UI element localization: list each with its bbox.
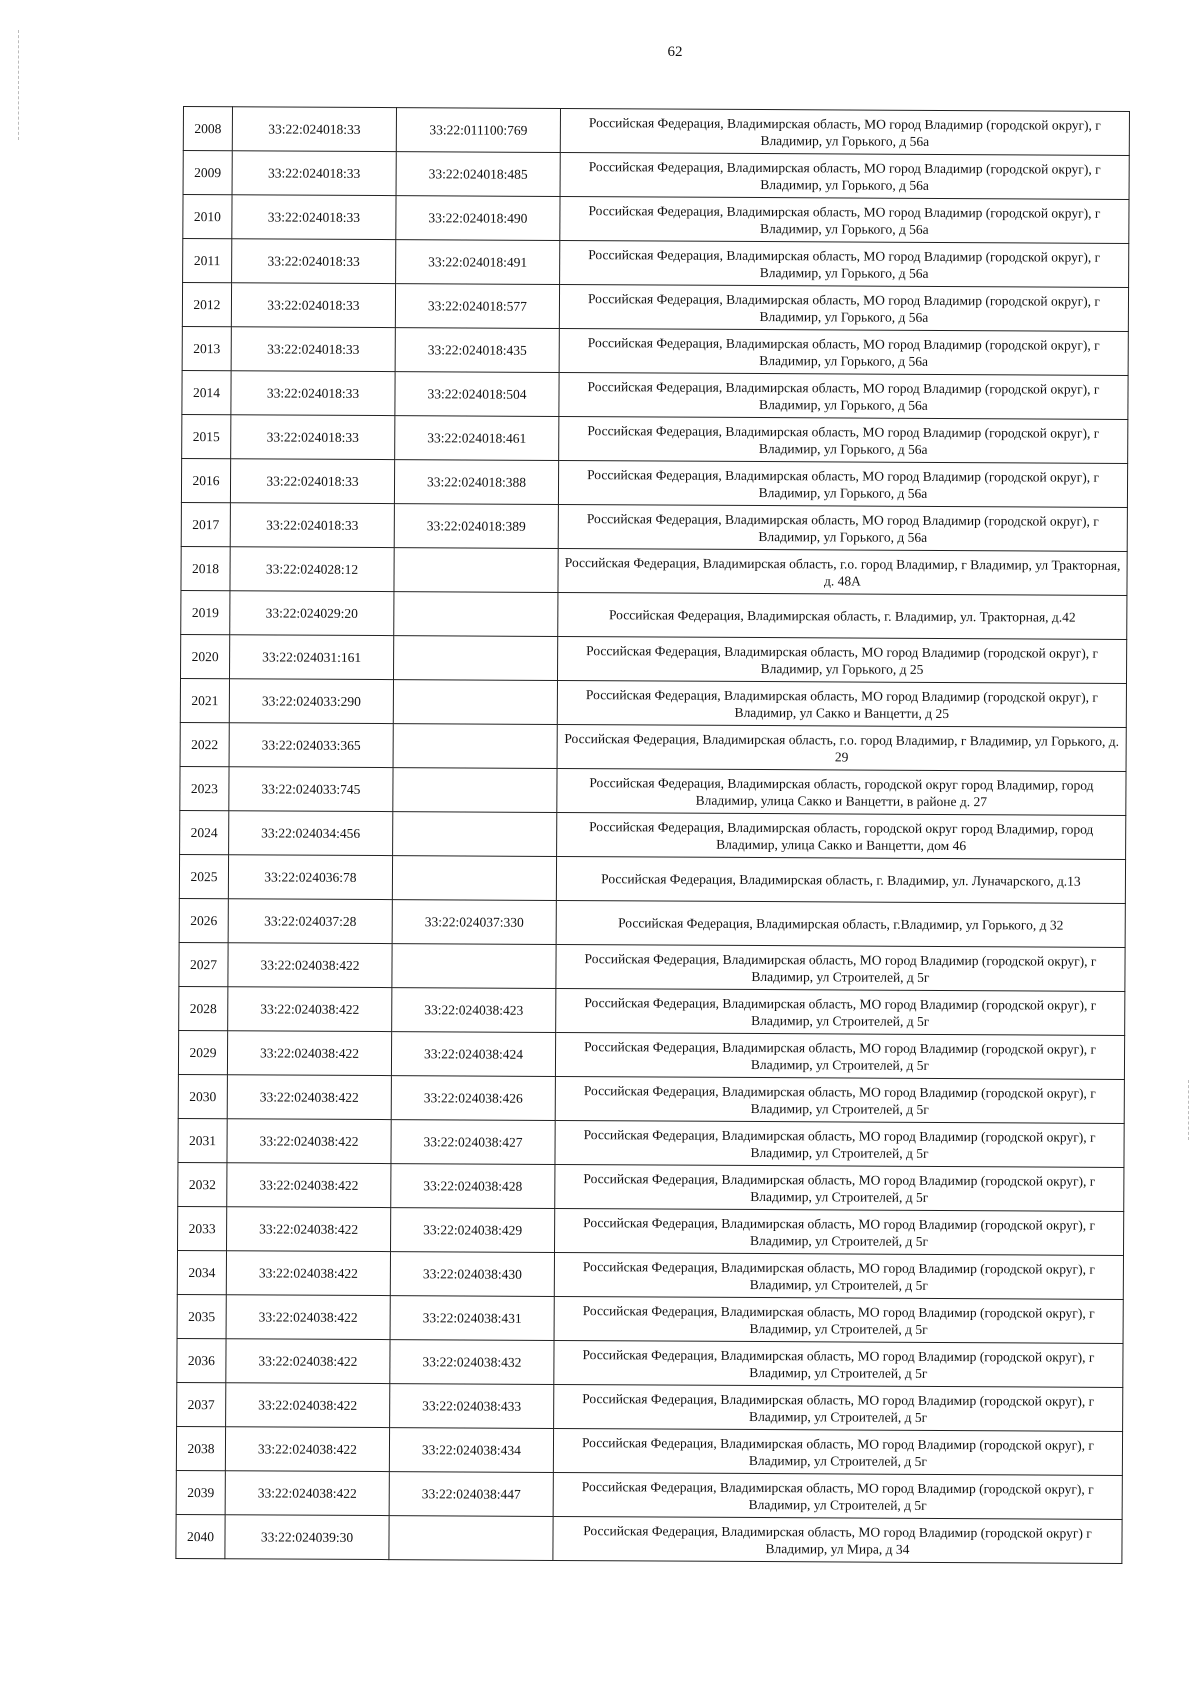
land-cadastral-number-cell: 33:22:024018:33 [232, 195, 396, 240]
table-row [181, 634, 1127, 683]
object-cadastral-number-cell: 33:22:024038:427 [391, 1120, 555, 1165]
object-cadastral-number-cell: 33:22:024018:461 [395, 416, 559, 461]
row-number-cell: 2032 [178, 1162, 227, 1206]
land-cadastral-number-cell: 33:22:024037:28 [228, 899, 392, 944]
row-number-cell: 2015 [182, 414, 231, 458]
row-number-cell: 2021 [180, 678, 229, 722]
table-row [179, 942, 1125, 991]
table-row [179, 854, 1125, 903]
row-number-cell: 2023 [180, 766, 229, 810]
page-number: 62 [667, 44, 683, 60]
object-cadastral-number-cell [394, 548, 558, 593]
table-row [176, 1514, 1122, 1563]
object-cadastral-number-cell: 33:22:024038:431 [390, 1296, 554, 1341]
land-cadastral-number-cell: 33:22:024038:422 [228, 943, 392, 988]
address-cell: Российская Федерация, Владимирская область, г.Владимир, ул Горького, д 32 [556, 900, 1125, 947]
row-number-cell: 2028 [179, 986, 228, 1030]
land-cadastral-number-cell: 33:22:024038:422 [228, 987, 392, 1032]
object-cadastral-number-cell: 33:22:024018:577 [395, 284, 559, 329]
row-number-cell: 2010 [183, 195, 232, 239]
table-row [181, 590, 1127, 639]
address-cell: Российская Федерация, Владимирская область, МО город Владимир (городской округ), г Владимир, ул Строителей, д 5г [555, 1120, 1124, 1167]
land-cadastral-number-cell: 33:22:024038:422 [225, 1427, 389, 1472]
object-cadastral-number-cell [393, 768, 557, 813]
address-cell: Российская Федерация, Владимирская область, МО город Владимир (городской округ), г Владимир, ул Горького, д 25 [557, 636, 1126, 683]
object-cadastral-number-cell: 33:22:024018:435 [395, 328, 559, 373]
address-cell: Российская Федерация, Владимирская область, МО город Владимир (городской округ), г Владимир, ул Строителей, д 5г [556, 944, 1125, 991]
object-cadastral-number-cell [392, 856, 556, 901]
address-cell: Российская Федерация, Владимирская область, г.о. город Владимир, г Владимир, ул Тракторная, д. 48А [558, 548, 1127, 595]
address-cell: Российская Федерация, Владимирская область, МО город Владимир (городской округ), г Владимир, ул Сакко и Ванцетти, д 25 [557, 680, 1126, 727]
land-cadastral-number-cell: 33:22:024028:12 [230, 547, 394, 592]
object-cadastral-number-cell: 33:22:024018:389 [394, 504, 558, 549]
object-cadastral-number-cell: 33:22:024038:430 [390, 1252, 554, 1297]
row-number-cell: 2038 [176, 1426, 225, 1470]
object-cadastral-number-cell: 33:22:024038:447 [389, 1472, 553, 1517]
address-cell: Российская Федерация, Владимирская область, МО город Владимир (городской округ), г Владимир, ул Строителей, д 5г [555, 1076, 1124, 1123]
object-cadastral-number-cell [393, 812, 557, 857]
table-row [179, 898, 1125, 947]
row-number-cell: 2029 [178, 1030, 227, 1074]
address-cell: Российская Федерация, Владимирская область, МО город Владимир (городской округ), г Владимир, ул Строителей, д 5г [553, 1472, 1122, 1519]
table-row [181, 546, 1127, 595]
address-cell: Российская Федерация, Владимирская область, МО город Владимир (городской округ), г Владимир, ул Горького, д 56а [559, 372, 1128, 419]
table-row [178, 1118, 1124, 1167]
address-cell: Российская Федерация, Владимирская область, МО город Владимир (городской округ), г Владимир, ул Горького, д 56а [560, 196, 1129, 243]
row-number-cell: 2020 [181, 634, 230, 678]
object-cadastral-number-cell: 33:22:024038:434 [389, 1428, 553, 1473]
address-cell: Российская Федерация, Владимирская область, МО город Владимир (городской округ), г Владимир, ул Горького, д 56а [560, 152, 1129, 199]
row-number-cell: 2040 [176, 1514, 225, 1558]
address-cell: Российская Федерация, Владимирская область, МО город Владимир (городской округ) г Владимир, ул Мира, д 34 [553, 1516, 1122, 1563]
object-cadastral-number-cell: 33:22:011100:769 [396, 108, 560, 153]
row-number-cell: 2030 [178, 1074, 227, 1118]
address-cell: Российская Федерация, Владимирская область, г. Владимир, ул. Тракторная, д.42 [558, 592, 1127, 639]
row-number-cell: 2011 [183, 239, 232, 283]
table-row [183, 239, 1129, 288]
scan-edge-mark [1188, 1080, 1190, 1140]
table-row [177, 1382, 1123, 1431]
land-cadastral-number-cell: 33:22:024038:422 [227, 1075, 391, 1120]
table-row [183, 195, 1129, 244]
land-cadastral-number-cell: 33:22:024038:422 [227, 1163, 391, 1208]
object-cadastral-number-cell [389, 1516, 553, 1561]
table-row [182, 370, 1128, 419]
land-cadastral-number-cell: 33:22:024018:33 [231, 283, 395, 328]
object-cadastral-number-cell: 33:22:024038:423 [392, 988, 556, 1033]
address-cell: Российская Федерация, Владимирская область, городской округ город Владимир, город Владимир, улица Сакко и Ванцетти, дом 46 [557, 812, 1126, 859]
row-number-cell: 2036 [177, 1338, 226, 1382]
address-cell: Российская Федерация, Владимирская область, МО город Владимир (городской округ), г Владимир, ул Горького, д 56а [558, 504, 1127, 551]
land-cadastral-number-cell: 33:22:024018:33 [230, 503, 394, 548]
row-number-cell: 2013 [182, 326, 231, 370]
row-number-cell: 2039 [176, 1470, 225, 1514]
row-number-cell: 2024 [180, 810, 229, 854]
land-cadastral-number-cell: 33:22:024038:422 [227, 1119, 391, 1164]
address-cell: Российская Федерация, Владимирская область, МО город Владимир (городской округ), г Владимир, ул Строителей, д 5г [556, 988, 1125, 1035]
object-cadastral-number-cell: 33:22:024038:424 [391, 1032, 555, 1077]
object-cadastral-number-cell [394, 592, 558, 637]
table-row [180, 810, 1126, 859]
object-cadastral-number-cell [392, 944, 556, 989]
registry-table [175, 106, 1130, 1564]
row-number-cell: 2034 [177, 1250, 226, 1294]
table-row [177, 1294, 1123, 1343]
row-number-cell: 2033 [178, 1206, 227, 1250]
object-cadastral-number-cell: 33:22:024018:485 [396, 152, 560, 197]
address-cell: Российская Федерация, Владимирская область, г. Владимир, ул. Луначарского, д.13 [556, 856, 1125, 903]
table-row [177, 1338, 1123, 1387]
land-cadastral-number-cell: 33:22:024038:422 [226, 1251, 390, 1296]
land-cadastral-number-cell: 33:22:024038:422 [226, 1383, 390, 1428]
table-row [180, 722, 1126, 771]
row-number-cell: 2019 [181, 590, 230, 634]
table-row [182, 283, 1128, 332]
address-cell: Российская Федерация, Владимирская область, МО город Владимир (городской округ), г Владимир, ул Горького, д 56а [559, 284, 1128, 331]
object-cadastral-number-cell: 33:22:024038:432 [390, 1340, 554, 1385]
object-cadastral-number-cell: 33:22:024018:491 [396, 240, 560, 285]
object-cadastral-number-cell: 33:22:024018:504 [395, 372, 559, 417]
land-cadastral-number-cell: 33:22:024018:33 [231, 371, 395, 416]
object-cadastral-number-cell: 33:22:024037:330 [392, 900, 556, 945]
land-cadastral-number-cell: 33:22:024034:456 [229, 811, 393, 856]
address-cell: Российская Федерация, Владимирская область, г.о. город Владимир, г Владимир, ул Горького, д. 29 [557, 724, 1126, 771]
address-cell: Российская Федерация, Владимирская область, МО город Владимир (городской округ), г Владимир, ул Строителей, д 5г [555, 1032, 1124, 1079]
registry-table-body [176, 107, 1130, 1564]
object-cadastral-number-cell: 33:22:024018:490 [396, 196, 560, 241]
row-number-cell: 2025 [179, 854, 228, 898]
row-number-cell: 2008 [183, 107, 232, 151]
table-row [178, 1030, 1124, 1079]
table-row [178, 1162, 1124, 1211]
row-number-cell: 2012 [182, 283, 231, 327]
address-cell: Российская Федерация, Владимирская область, городской округ город Владимир, город Владимир, улица Сакко и Ванцетти, в районе д. 27 [557, 768, 1126, 815]
table-row [179, 986, 1125, 1035]
object-cadastral-number-cell: 33:22:024038:429 [391, 1208, 555, 1253]
land-cadastral-number-cell: 33:22:024018:33 [230, 459, 394, 504]
table-row [176, 1426, 1122, 1475]
row-number-cell: 2027 [179, 942, 228, 986]
land-cadastral-number-cell: 33:22:024018:33 [231, 327, 395, 372]
object-cadastral-number-cell: 33:22:024038:433 [390, 1384, 554, 1429]
table-row [181, 502, 1127, 551]
table-row [178, 1074, 1124, 1123]
address-cell: Российская Федерация, Владимирская область, МО город Владимир (городской округ), г Владимир, ул Строителей, д 5г [554, 1252, 1123, 1299]
land-cadastral-number-cell: 33:22:024033:365 [229, 723, 393, 768]
table-row [180, 766, 1126, 815]
object-cadastral-number-cell: 33:22:024018:388 [394, 460, 558, 505]
row-number-cell: 2009 [183, 151, 232, 195]
address-cell: Российская Федерация, Владимирская область, МО город Владимир (городской округ), г Владимир, ул Горького, д 56а [559, 328, 1128, 375]
table-row [180, 678, 1126, 727]
land-cadastral-number-cell: 33:22:024018:33 [232, 151, 396, 196]
row-number-cell: 2017 [181, 502, 230, 546]
address-cell: Российская Федерация, Владимирская область, МО город Владимир (городской округ), г Владимир, ул Горького, д 56а [559, 416, 1128, 463]
land-cadastral-number-cell: 33:22:024033:290 [229, 679, 393, 724]
land-cadastral-number-cell: 33:22:024031:161 [230, 635, 394, 680]
object-cadastral-number-cell [393, 680, 557, 725]
row-number-cell: 2014 [182, 370, 231, 414]
table-row [178, 1206, 1124, 1255]
address-cell: Российская Федерация, Владимирская область, МО город Владимир (городской округ), г Владимир, ул Горького, д 56а [560, 108, 1129, 155]
object-cadastral-number-cell [393, 724, 557, 769]
row-number-cell: 2026 [179, 898, 228, 942]
land-cadastral-number-cell: 33:22:024033:745 [229, 767, 393, 812]
table-row [177, 1250, 1123, 1299]
table-row [183, 107, 1129, 156]
land-cadastral-number-cell: 33:22:024039:30 [225, 1515, 389, 1560]
address-cell: Российская Федерация, Владимирская область, МО город Владимир (городской округ), г Владимир, ул Горького, д 56а [560, 240, 1129, 287]
object-cadastral-number-cell [393, 636, 557, 681]
table-row [183, 151, 1129, 200]
table-row [182, 326, 1128, 375]
address-cell: Российская Федерация, Владимирская область, МО город Владимир (городской округ), г Владимир, ул Строителей, д 5г [554, 1296, 1123, 1343]
table-row [176, 1470, 1122, 1519]
land-cadastral-number-cell: 33:22:024018:33 [231, 415, 395, 460]
land-cadastral-number-cell: 33:22:024018:33 [232, 239, 396, 284]
object-cadastral-number-cell: 33:22:024038:428 [391, 1164, 555, 1209]
land-cadastral-number-cell: 33:22:024038:422 [227, 1031, 391, 1076]
row-number-cell: 2031 [178, 1118, 227, 1162]
address-cell: Российская Федерация, Владимирская область, МО город Владимир (городской округ), г Владимир, ул Строителей, д 5г [554, 1384, 1123, 1431]
land-cadastral-number-cell: 33:22:024038:422 [226, 1295, 390, 1340]
land-cadastral-number-cell: 33:22:024038:422 [227, 1207, 391, 1252]
land-cadastral-number-cell: 33:22:024038:422 [225, 1471, 389, 1516]
row-number-cell: 2035 [177, 1294, 226, 1338]
land-cadastral-number-cell: 33:22:024018:33 [232, 107, 396, 152]
address-cell: Российская Федерация, Владимирская область, МО город Владимир (городской округ), г Владимир, ул Строителей, д 5г [554, 1340, 1123, 1387]
row-number-cell: 2022 [180, 722, 229, 766]
land-cadastral-number-cell: 33:22:024029:20 [230, 591, 394, 636]
object-cadastral-number-cell: 33:22:024038:426 [391, 1076, 555, 1121]
row-number-cell: 2018 [181, 546, 230, 590]
table-row [182, 414, 1128, 463]
table-row [181, 458, 1127, 507]
address-cell: Российская Федерация, Владимирская область, МО город Владимир (городской округ), г Владимир, ул Строителей, д 5г [555, 1208, 1124, 1255]
address-cell: Российская Федерация, Владимирская область, МО город Владимир (городской округ), г Владимир, ул Строителей, д 5г [553, 1428, 1122, 1475]
row-number-cell: 2016 [181, 458, 230, 502]
address-cell: Российская Федерация, Владимирская область, МО город Владимир (городской округ), г Владимир, ул Горького, д 56а [558, 460, 1127, 507]
row-number-cell: 2037 [177, 1382, 226, 1426]
address-cell: Российская Федерация, Владимирская область, МО город Владимир (городской округ), г Владимир, ул Строителей, д 5г [555, 1164, 1124, 1211]
land-cadastral-number-cell: 33:22:024036:78 [228, 855, 392, 900]
land-cadastral-number-cell: 33:22:024038:422 [226, 1339, 390, 1384]
